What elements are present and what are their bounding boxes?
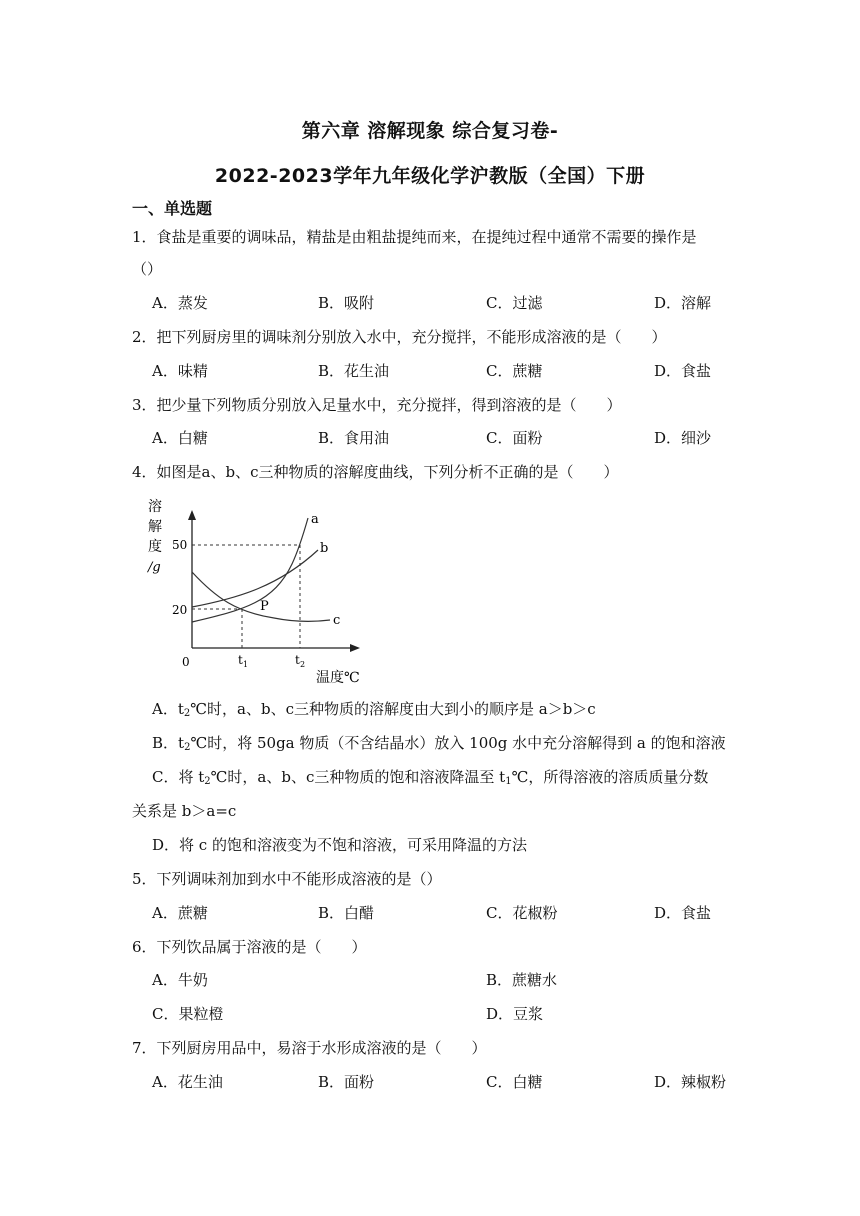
q1-option-a[interactable]: A．蒸发 <box>152 294 208 312</box>
q6-option-d[interactable]: D．豆浆 <box>486 1005 544 1023</box>
solubility-curve-figure <box>144 494 374 686</box>
q7-option-c[interactable]: C．白糖 <box>486 1073 543 1091</box>
q1-option-b[interactable]: B．吸附 <box>318 294 375 312</box>
q7-stem: 7．下列厨房用品中，易溶于水形成溶液的是（ ） <box>132 1039 487 1057</box>
q5-stem: 5．下列调味剂加到水中不能形成溶液的是（） <box>132 870 442 888</box>
q2-option-a[interactable]: A．味精 <box>152 362 208 380</box>
q6-option-a[interactable]: A．牛奶 <box>152 971 208 989</box>
curve-b <box>192 550 318 607</box>
q3-option-d[interactable]: D．细沙 <box>654 429 712 447</box>
q2-option-d[interactable]: D．食盐 <box>654 362 712 380</box>
q4-option-c-cont: 关系是 b＞a=c <box>132 802 237 820</box>
q6-option-b[interactable]: B．蔗糖水 <box>486 971 558 989</box>
q4-option-c[interactable]: C．将 $t_2℃$时，a、b、c三种物质的饱和溶液降温至 $t_1℃$，所得溶液的溶质质量分数 <box>152 768 709 787</box>
q5-option-a[interactable]: A．蔗糖 <box>152 904 208 922</box>
q1-stem-cont: （） <box>132 260 163 278</box>
q2-option-b[interactable]: B．花生油 <box>318 362 390 380</box>
y-tick-50: 50 <box>172 538 188 552</box>
curve-a <box>192 518 308 622</box>
q6-stem: 6．下列饮品属于溶液的是（ ） <box>132 938 367 956</box>
title-line-2: 2022-2023学年九年级化学沪教版（全国）下册 <box>214 165 646 187</box>
q7-option-b[interactable]: B．面粉 <box>318 1073 375 1091</box>
q3-stem: 3．把少量下列物质分别放入足量水中，充分搅拌，得到溶液的是（ ） <box>132 396 622 414</box>
y-axis-label-char-3: 度 <box>148 539 162 555</box>
q2-option-c[interactable]: C．蔗糖 <box>486 362 543 380</box>
q3-option-a[interactable]: A．白糖 <box>152 429 208 447</box>
q2-stem: 2．把下列厨房里的调味剂分别放入水中，充分搅拌，不能形成溶液的是（ ） <box>132 328 667 346</box>
q4-option-b[interactable]: B．$t_2℃$时，将 50ga 物质（不含结晶水）放入 100g 水中充分溶解得到 a 的饱和溶液 <box>152 734 726 753</box>
q1-option-c[interactable]: C．过滤 <box>486 294 543 312</box>
q4-stem: 4．如图是a、b、c三种物质的溶解度曲线，下列分析不正确的是（ ） <box>132 463 619 481</box>
q5-option-c[interactable]: C．花椒粉 <box>486 904 558 922</box>
curve-a-label: a <box>311 512 319 527</box>
q1-option-d[interactable]: D．溶解 <box>654 294 712 312</box>
x-tick-t1-sub: 1 <box>243 660 249 669</box>
q1-stem: 1．食盐是重要的调味品，精盐是由粗盐提纯而来，在提纯过程中通常不需要的操作是 <box>132 228 697 246</box>
q4-option-a[interactable]: A．$t_2℃$时，a、b、c三种物质的溶解度由大到小的顺序是 a＞b＞c <box>152 700 596 719</box>
q4-option-d[interactable]: D．将 c 的饱和溶液变为不饱和溶液，可采用降温的方法 <box>152 836 527 854</box>
curve-c-label: c <box>333 613 341 628</box>
q6-option-c[interactable]: C．果粒橙 <box>152 1005 224 1023</box>
y-axis-arrow <box>188 510 196 520</box>
x-tick-t2: t <box>295 653 300 667</box>
x-tick-t2-sub: 2 <box>300 660 306 669</box>
q5-option-b[interactable]: B．白醋 <box>318 904 375 922</box>
q7-option-a[interactable]: A．花生油 <box>152 1073 223 1091</box>
q3-option-b[interactable]: B．食用油 <box>318 429 390 447</box>
x-axis-label: 温度℃ <box>316 670 360 686</box>
section-heading: 一、单选题 <box>132 199 213 218</box>
x-tick-0: 0 <box>182 655 190 669</box>
point-p-label: P <box>260 599 269 614</box>
y-axis-label-char-1: 溶 <box>148 499 162 515</box>
q3-option-c[interactable]: C．面粉 <box>486 429 543 447</box>
y-axis-label-char-2: 解 <box>148 519 162 535</box>
q7-option-d[interactable]: D．辣椒粉 <box>654 1073 727 1091</box>
y-tick-20: 20 <box>172 603 188 617</box>
curve-b-label: b <box>320 541 329 556</box>
x-tick-t1: t <box>238 653 243 667</box>
x-axis-arrow <box>350 644 360 652</box>
q5-option-d[interactable]: D．食盐 <box>654 904 712 922</box>
title-line-1: 第六章 溶解现象 综合复习卷- <box>301 120 559 142</box>
y-axis-label-char-4: /g <box>148 560 161 575</box>
